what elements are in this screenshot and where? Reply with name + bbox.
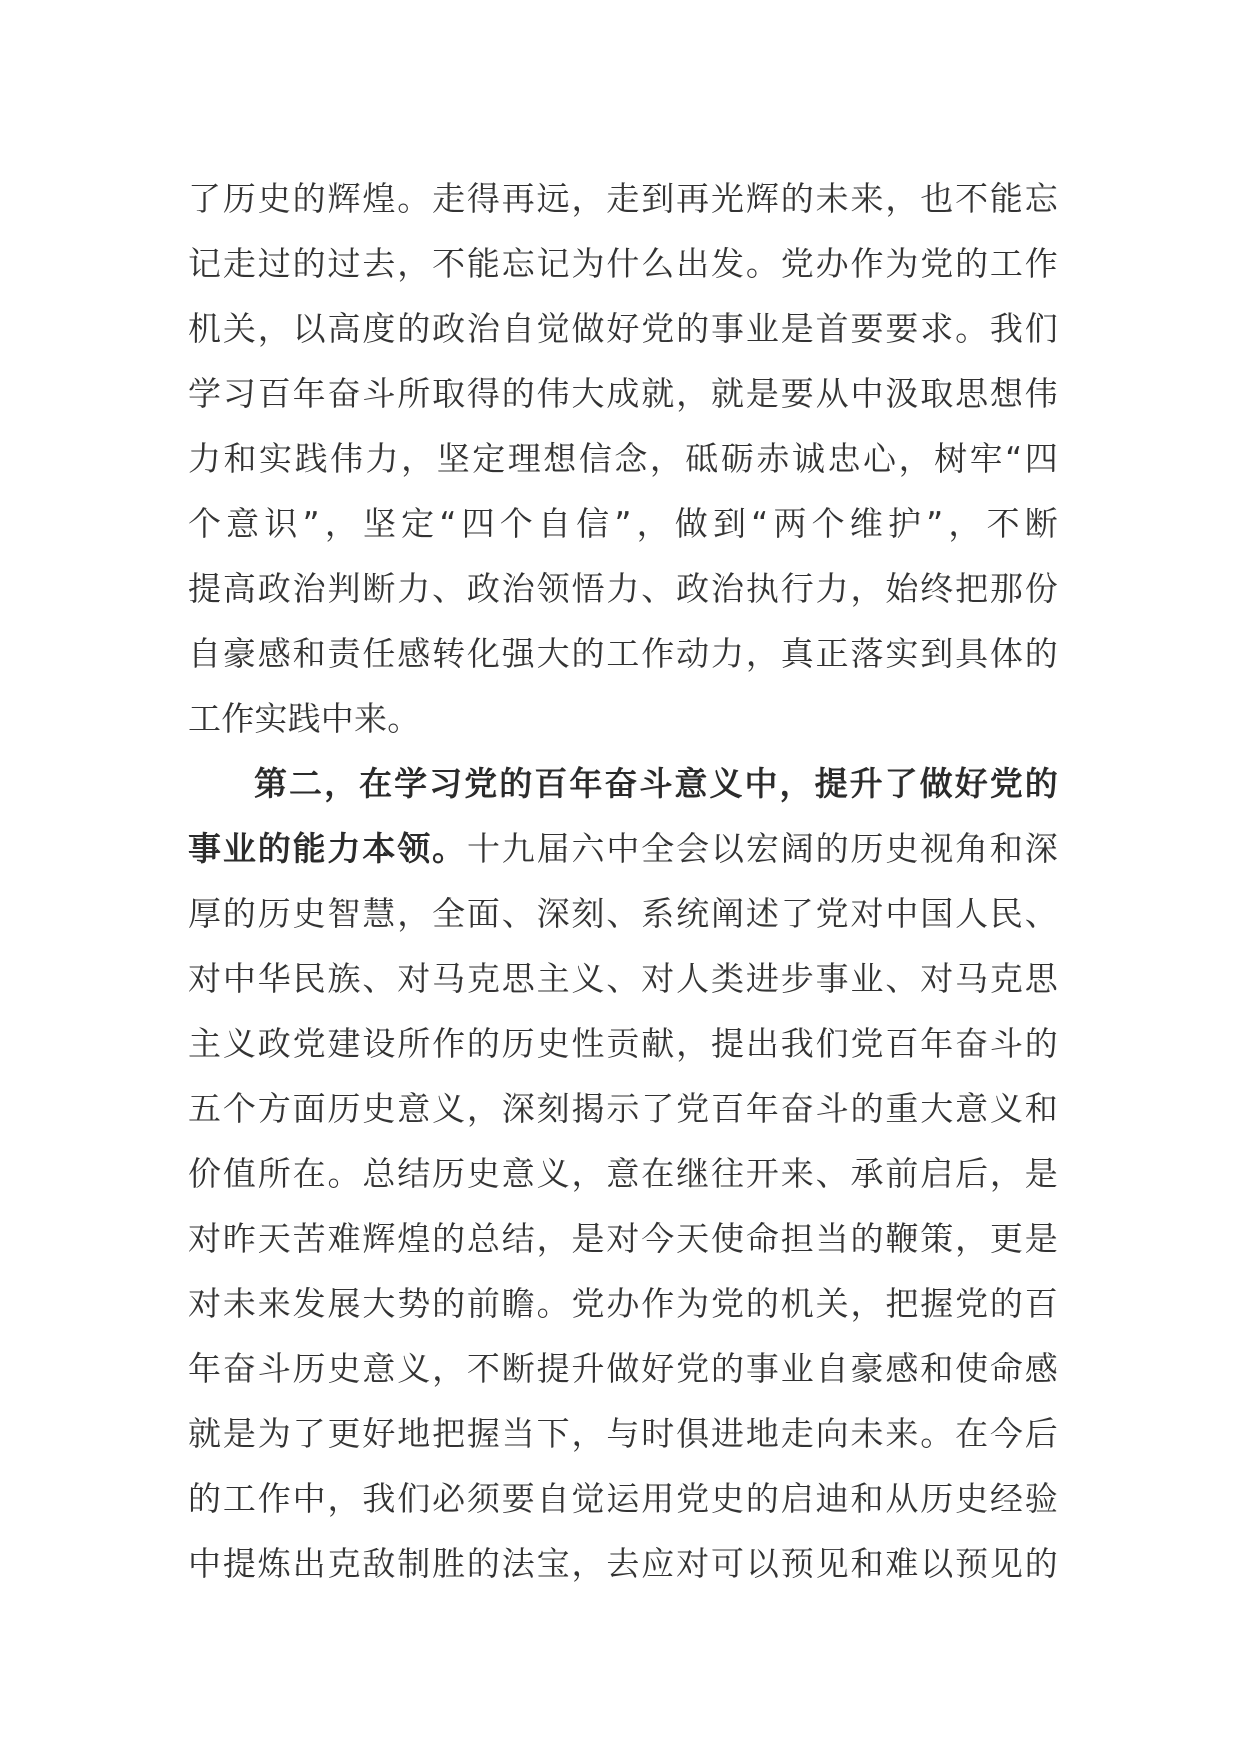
paragraph-line: 对中华民族、对马克思主义、对人类进步事业、对马克思 [188, 959, 1058, 998]
paragraph-line: 个意识”，坚定“四个自信”，做到“两个维护”，不断 [188, 504, 1058, 543]
paragraph-2 [188, 751, 1058, 1596]
paragraph-line: 学习百年奋斗所取得的伟大成就，就是要从中汲取思想伟 [188, 374, 1058, 413]
paragraph-line: 提高政治判断力、政治领悟力、政治执行力，始终把那份 [188, 569, 1058, 608]
section-heading-continued: 事业的能力本领。 [188, 829, 467, 868]
paragraph-line: 机关，以高度的政治自觉做好党的事业是首要要求。我们 [188, 309, 1058, 348]
paragraph-line: 了历史的辉煌。走得再远，走到再光辉的未来，也不能忘 [188, 179, 1058, 218]
paragraph-line: 就是为了更好地把握当下，与时俱进地走向未来。在今后 [188, 1414, 1058, 1453]
paragraph-line: 工作实践中来。 [188, 699, 421, 738]
section-heading: 第二，在学习党的百年奋斗意义中，提升了做好党的 [254, 764, 1058, 803]
paragraph-line [188, 816, 1058, 881]
paragraph-line: 厚的历史智慧，全面、深刻、系统阐述了党对中国人民、 [188, 894, 1058, 933]
paragraph-line: 年奋斗历史意义，不断提升做好党的事业自豪感和使命感 [188, 1349, 1058, 1388]
paragraph-line: 记走过的过去，不能忘记为什么出发。党办作为党的工作 [188, 244, 1058, 283]
paragraph-1 [188, 166, 1058, 751]
paragraph-line: 的工作中，我们必须要自觉运用党史的启迪和从历史经验 [188, 1479, 1058, 1518]
paragraph-line: 力和实践伟力，坚定理想信念，砥砺赤诚忠心，树牢“四 [188, 439, 1058, 478]
paragraph-line: 主义政党建设所作的历史性贡献，提出我们党百年奋斗的 [188, 1024, 1058, 1063]
body-text [188, 166, 1058, 1596]
paragraph-line: 中提炼出克敌制胜的法宝，去应对可以预见和难以预见的 [188, 1544, 1058, 1583]
paragraph-line: 自豪感和责任感转化强大的工作动力，真正落实到具体的 [188, 634, 1058, 673]
paragraph-line: 五个方面历史意义，深刻揭示了党百年奋斗的重大意义和 [188, 1089, 1058, 1128]
paragraph-text: 十九届六中全会以宏阔的历史视角和深 [466, 829, 1058, 868]
paragraph-line: 对未来发展大势的前瞻。党办作为党的机关，把握党的百 [188, 1284, 1058, 1323]
paragraph-line: 对昨天苦难辉煌的总结，是对今天使命担当的鞭策，更是 [188, 1219, 1058, 1258]
paragraph-line: 价值所在。总结历史意义，意在继往开来、承前启后，是 [188, 1154, 1058, 1193]
